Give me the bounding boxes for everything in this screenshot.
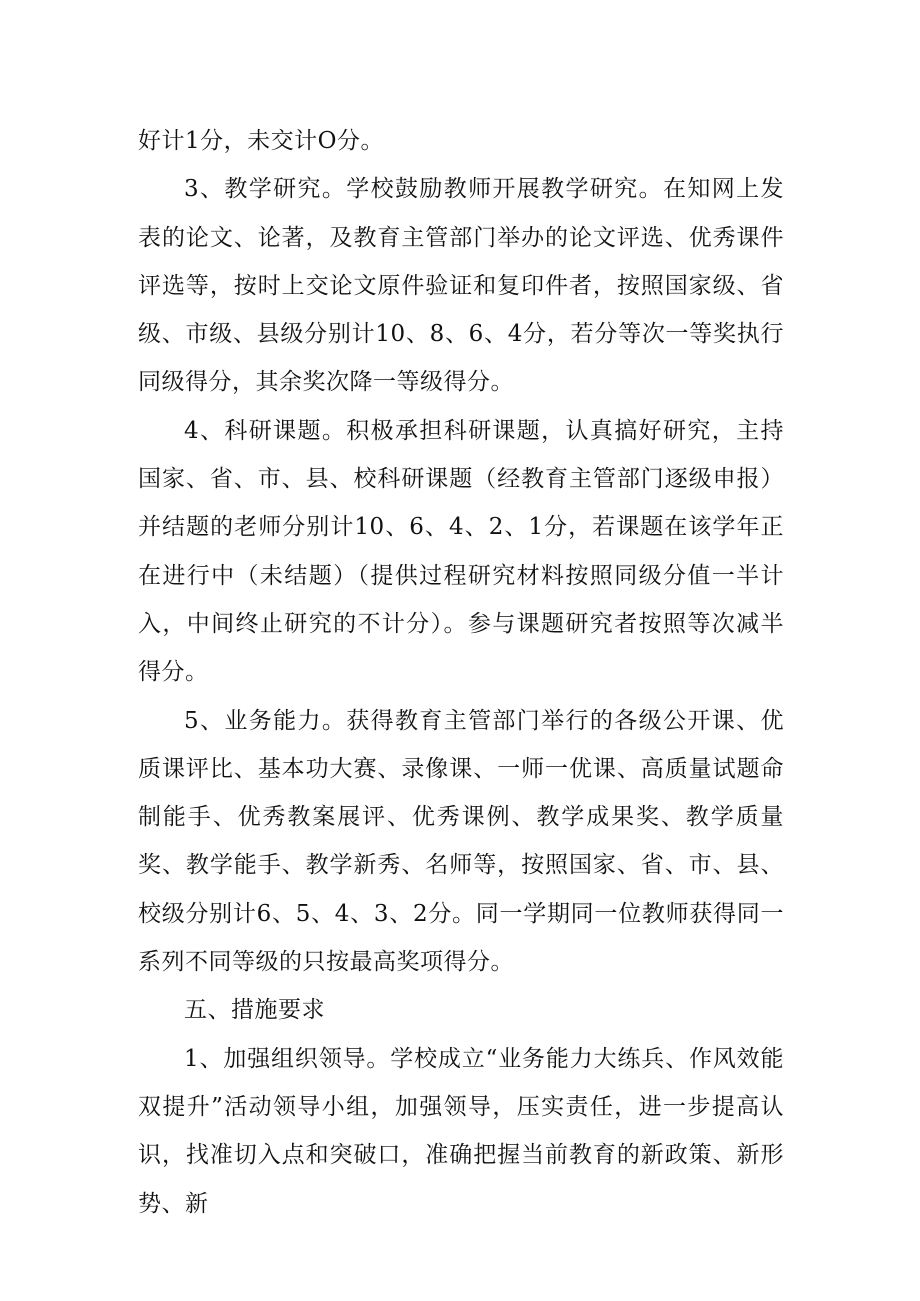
- section-heading-measures: 五、措施要求: [184, 997, 325, 1024]
- paragraph-research-projects: 4、科研课题。积极承担科研课题，认真搞好研究，主持国家、省、市、县、校科研课题（经教育主管部门逐级申报）并结题的老师分别计10、6、4、2、1分，若课题在该学年正在进行中（未结题）（提供过程研究材料按照同级分值一半计入，中间终止研究的不计分）。参与课题研究者按照等次减半得分。: [138, 417, 784, 686]
- paragraph-teaching-research: 3、教学研究。学校鼓励教师开展教学研究。在知网上发表的论文、论著，及教育主管部门举办的论文评选、优秀课件评选等，按时上交论文原件验证和复印件者，按照国家级、省级、市级、县级分别计10、8、6、4分，若分等次一等奖执行同级得分，其余奖次降一等级得分。: [138, 176, 784, 396]
- paragraph-organization-leadership: 1、加强组织领导。学校成立“业务能力大练兵、作风效能双提升”活动领导小组，加强领导，压实责任，进一步提高认识，找准切入点和突破口，准确把握当前教育的新政策、新形势、新: [138, 1045, 784, 1217]
- document-body: [138, 117, 784, 1228]
- paragraph-professional-ability: 5、业务能力。获得教育主管部门举行的各级公开课、优质课评比、基本功大赛、录像课、一师一优课、高质量试题命制能手、优秀教案展评、优秀课例、教学成果奖、教学质量奖、教学能手、教学新秀、名师等，按照国家、省、市、县、校级分别计6、5、4、3、2分。同一学期同一位教师获得同一系列不同等级的只按最高奖项得分。: [138, 707, 784, 976]
- paragraph-continuation: 好计1分，未交计O分。: [138, 128, 384, 154]
